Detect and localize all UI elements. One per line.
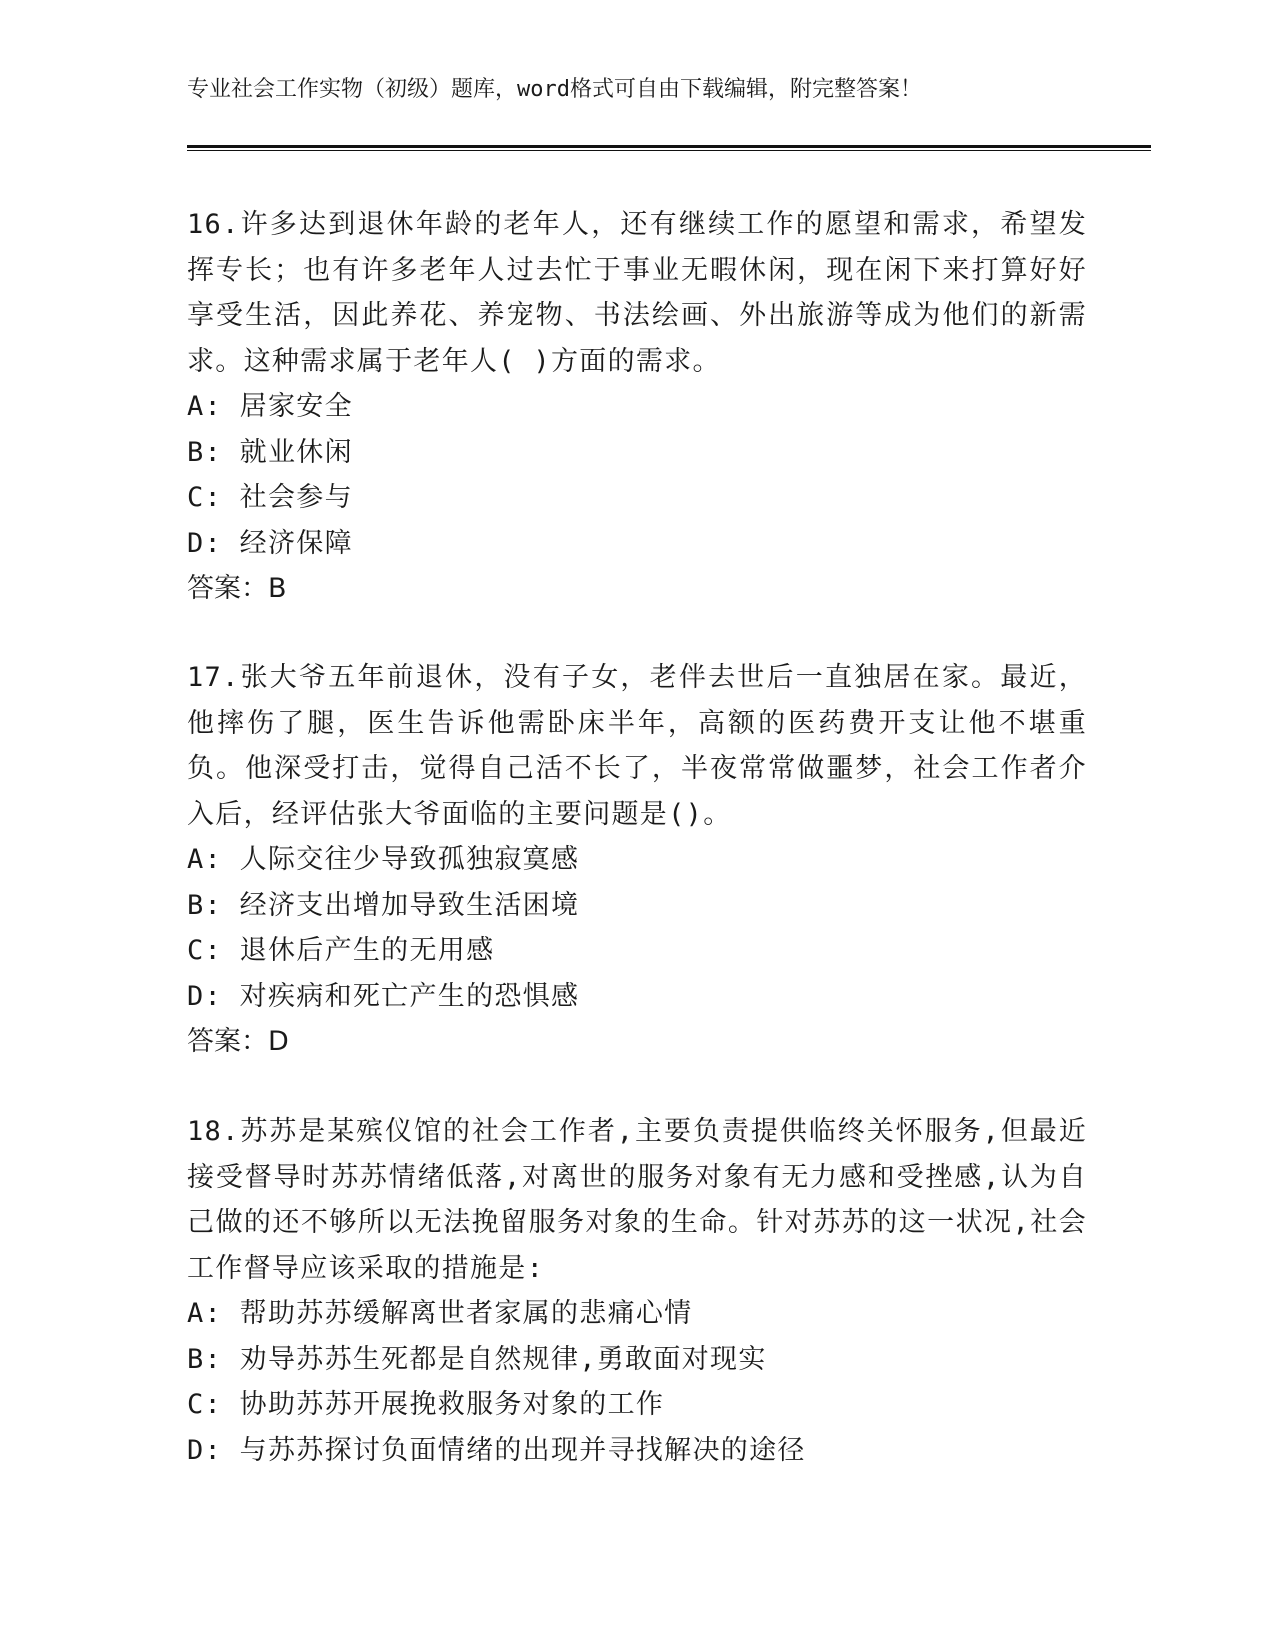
question-18 [187, 1109, 1087, 1473]
question-17 [187, 655, 1087, 1065]
option-c: C: 退休后产生的无用感 [187, 935, 495, 966]
page-header: 专业社会工作实物（初级）题库，word格式可自由下载编辑，附完整答案！ [187, 77, 922, 102]
option-d: D: 与苏苏探讨负面情绪的出现并寻找解决的途径 [187, 1434, 806, 1466]
option-c: C: 社会参与 [187, 482, 353, 513]
header-divider [187, 145, 1151, 152]
question-stem: 16.许多达到退休年龄的老年人，还有继续工作的愿望和需求，希望发挥专长；也有许多老年人过去忙于事业无暇休闲，现在闲下来打算好好享受生活，因此养花、养宠物、书法绘画、外出旅游等成为他们的新需求。这种需求属于老年人( )方面的需求。 [187, 209, 1087, 377]
answer: 答案：B [187, 573, 287, 604]
option-d: D: 经济保障 [187, 527, 353, 559]
option-b: B: 经济支出增加导致生活困境 [187, 889, 580, 921]
header-divider-thin [187, 150, 1151, 151]
question-stem: 17.张大爷五年前退休，没有子女，老伴去世后一直独居在家。最近，他摔伤了腿，医生告诉他需卧床半年，高额的医药费开支让他不堪重负。他深受打击，觉得自己活不长了，半夜常常做噩梦，社会工作者介入后，经评估张大爷面临的主要问题是()。 [187, 662, 1087, 830]
question-16 [187, 202, 1087, 612]
option-a: A: 人际交往少导致孤独寂寞感 [187, 844, 580, 875]
option-c: C: 协助苏苏开展挽救服务对象的工作 [187, 1389, 665, 1420]
option-b: B: 就业休闲 [187, 436, 353, 468]
option-d: D: 对疾病和死亡产生的恐惧感 [187, 980, 580, 1012]
option-a: A: 居家安全 [187, 391, 353, 422]
header-divider-thick [187, 145, 1151, 148]
option-b: B: 劝导苏苏生死都是自然规律,勇敢面对现实 [187, 1343, 767, 1375]
option-a: A: 帮助苏苏缓解离世者家属的悲痛心情 [187, 1298, 693, 1329]
question-stem: 18.苏苏是某殡仪馆的社会工作者,主要负责提供临终关怀服务,但最近接受督导时苏苏情绪低落,对离世的服务对象有无力感和受挫感,认为自己做的还不够所以无法挽留服务对象的生命。针对苏苏的这一状况,社会工作督导应该采取的措施是: [187, 1116, 1087, 1284]
answer: 答案：D [187, 1026, 289, 1057]
